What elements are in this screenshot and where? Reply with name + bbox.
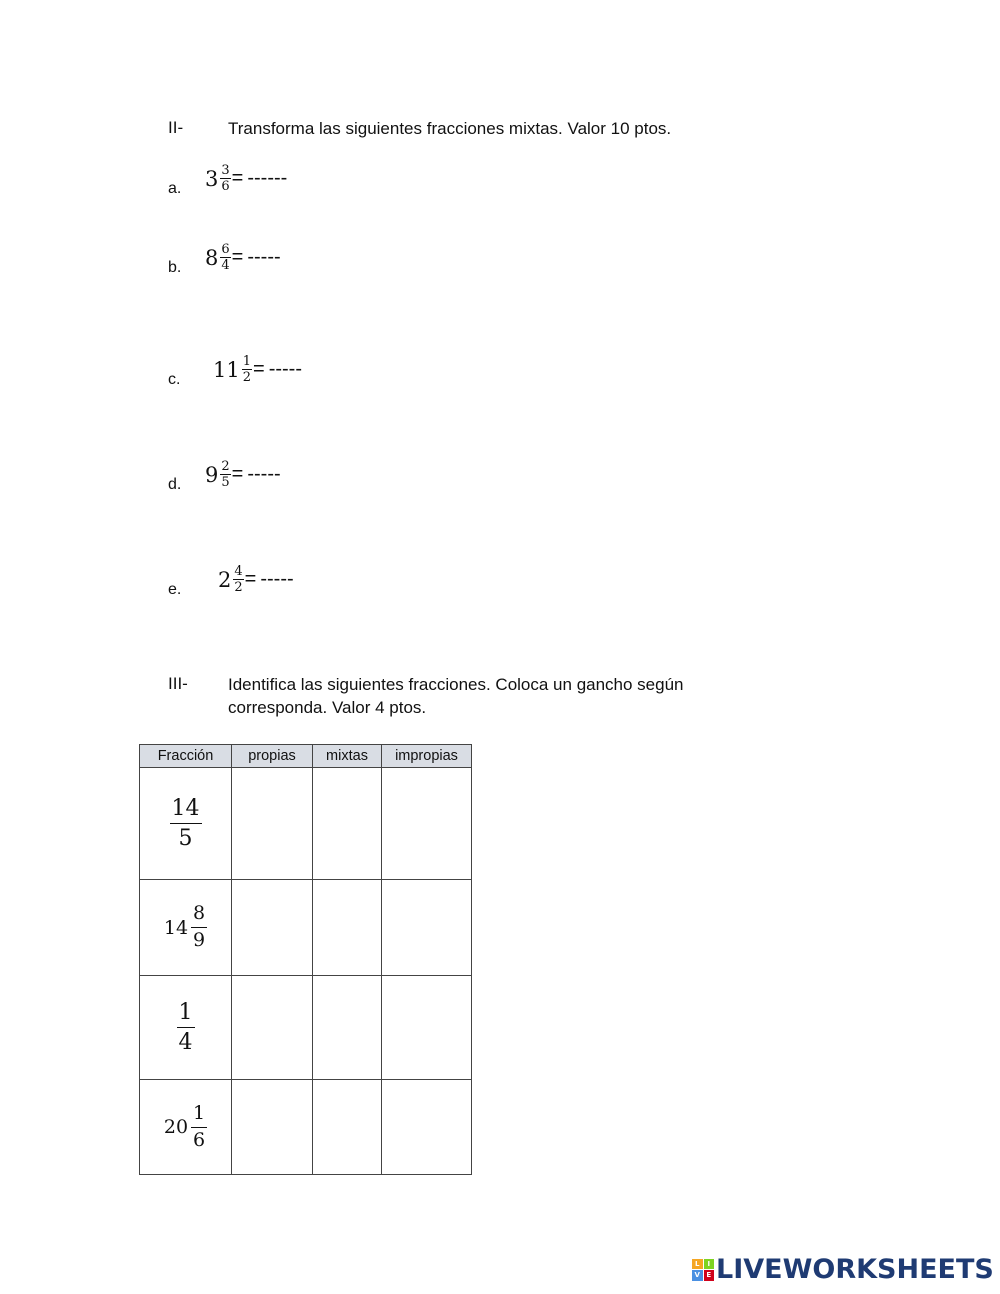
impropias-check-cell[interactable]: [382, 880, 472, 976]
table-header-row: [140, 745, 472, 768]
item-d-mixed-fraction: [205, 460, 281, 489]
table-row: [140, 976, 472, 1080]
denominator: 2: [242, 370, 252, 385]
item-d-letter: d.: [168, 476, 182, 493]
mixtas-check-cell[interactable]: [313, 976, 382, 1080]
logo-icon-cell: E: [704, 1270, 715, 1281]
item-c-letter: c.: [168, 371, 181, 388]
mixtas-check-cell[interactable]: [313, 880, 382, 976]
fraction-bar: [170, 823, 202, 824]
denominator: 4: [178, 1030, 193, 1055]
table-row: [140, 768, 472, 880]
item-c-mixed-fraction: [213, 355, 302, 384]
logo-icon-cell: V: [692, 1270, 703, 1281]
numerator: 1: [193, 1101, 206, 1124]
item-b-mixed-fraction: [205, 243, 281, 272]
header-fraccion: Fracción: [140, 745, 232, 768]
denominator: 5: [178, 826, 193, 851]
item-e-mixed-fraction: [218, 565, 294, 594]
section-2-instructions: Transforma las siguientes fracciones mixtas. Valor 10 ptos.: [228, 119, 672, 138]
fraction: [220, 164, 230, 193]
whole-number: 14: [163, 916, 189, 939]
numerator: 2: [221, 459, 230, 474]
answer-blank[interactable]: ------: [247, 167, 288, 189]
fraction-bar: [177, 1027, 195, 1028]
whole-number: 20: [163, 1116, 189, 1138]
section-3-line-1: Identifica las siguientes fracciones. Coloca un gancho según: [228, 675, 684, 694]
denominator: 2: [234, 580, 243, 595]
fraction-bar: [191, 927, 207, 928]
section-3-number: III-: [168, 674, 188, 693]
numerator: 3: [221, 163, 230, 178]
answer-blank[interactable]: -----: [247, 463, 281, 485]
denominator: 9: [193, 929, 206, 951]
impropias-check-cell[interactable]: [382, 1080, 472, 1175]
equals-sign: =: [253, 358, 265, 380]
propias-check-cell[interactable]: [232, 1080, 313, 1175]
denominator: 6: [221, 179, 230, 194]
whole-number: 9: [205, 462, 219, 487]
item-a-mixed-fraction: [205, 164, 287, 193]
fraction: [220, 243, 230, 272]
header-propias: propias: [232, 745, 313, 768]
numerator: 14: [171, 795, 200, 821]
fraction: [170, 797, 202, 850]
section-3-instructions: [228, 673, 684, 719]
liveworksheets-logo-icon: [692, 1259, 714, 1281]
item-a-letter: a.: [168, 180, 182, 197]
propias-check-cell[interactable]: [232, 880, 313, 976]
propias-check-cell[interactable]: [232, 976, 313, 1080]
numerator: 6: [221, 242, 230, 257]
denominator: 5: [221, 475, 230, 490]
fraction: [191, 904, 207, 951]
mixed-fraction: [163, 1101, 207, 1151]
equals-sign: =: [231, 167, 244, 189]
whole-number: 8: [205, 245, 219, 270]
fraction-classification-table: [139, 744, 472, 1175]
section-2-number: II-: [168, 118, 184, 137]
mixtas-check-cell[interactable]: [313, 1080, 382, 1175]
mixtas-check-cell[interactable]: [313, 768, 382, 880]
header-mixtas: mixtas: [313, 745, 382, 768]
numerator: 1: [242, 354, 252, 369]
logo-icon-cell: I: [704, 1259, 715, 1270]
fraction-bar: [191, 1127, 207, 1128]
numerator: 8: [193, 902, 206, 925]
equals-sign: =: [231, 463, 244, 485]
fraction: [191, 1101, 207, 1151]
table-row: [140, 880, 472, 976]
item-e-letter: e.: [168, 581, 182, 598]
fraction: [233, 565, 243, 594]
impropias-check-cell[interactable]: [382, 976, 472, 1080]
fraction: [242, 355, 252, 384]
section-3-line-2: corresponda. Valor 4 ptos.: [228, 698, 427, 717]
header-impropias: impropias: [382, 745, 472, 768]
table-row: [140, 1080, 472, 1175]
equals-sign: =: [231, 246, 244, 268]
liveworksheets-logo-text: LIVEWORKSHEETS: [716, 1254, 994, 1285]
fraction-cell: [140, 976, 232, 1080]
whole-number: 3: [205, 166, 219, 191]
logo-icon-cell: L: [692, 1259, 703, 1270]
fraction: [220, 460, 230, 489]
item-b-letter: b.: [168, 259, 182, 276]
fraction-cell: [140, 880, 232, 976]
answer-blank[interactable]: -----: [268, 358, 303, 380]
whole-number: 2: [218, 567, 232, 592]
whole-number: 11: [213, 357, 240, 382]
liveworksheets-logo: [692, 1254, 994, 1285]
answer-blank[interactable]: -----: [260, 568, 294, 590]
denominator: 4: [221, 258, 230, 273]
answer-blank[interactable]: -----: [247, 246, 281, 268]
numerator: 4: [234, 564, 243, 579]
numerator: 1: [178, 999, 193, 1025]
fraction: [177, 1001, 195, 1054]
impropias-check-cell[interactable]: [382, 768, 472, 880]
denominator: 6: [193, 1128, 206, 1151]
fraction-cell: [140, 768, 232, 880]
equals-sign: =: [244, 568, 257, 590]
propias-check-cell[interactable]: [232, 768, 313, 880]
mixed-fraction: [164, 904, 207, 951]
fraction-cell: [140, 1080, 232, 1175]
